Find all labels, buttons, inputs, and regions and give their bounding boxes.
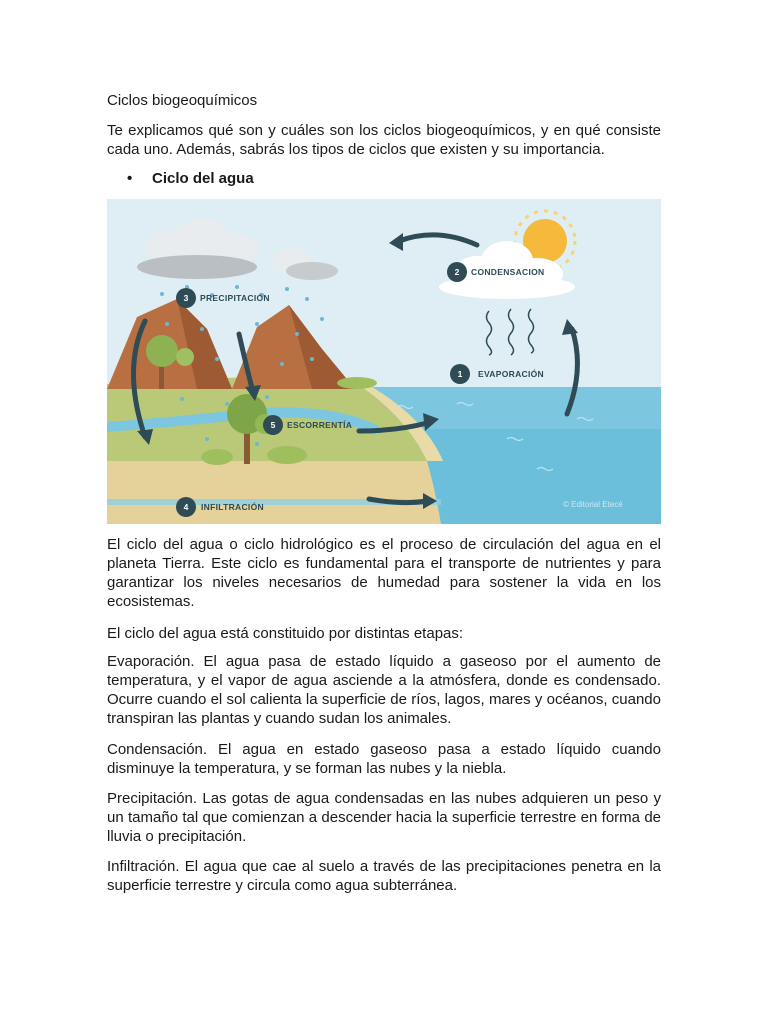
- bush-3: [337, 377, 377, 389]
- svg-text:3: 3: [183, 293, 189, 303]
- bush-2: [267, 446, 307, 464]
- soil-layer: [107, 461, 441, 524]
- paragraph-condensation: Condensación. El agua en estado gaseoso pasa a estado líquido cuando disminuye la temperatura, y se forman las nubes y la niebla.: [107, 741, 661, 777]
- svg-text:ESCORRENTÍA: ESCORRENTÍA: [287, 420, 353, 430]
- svg-text:INFILTRACIÓN: INFILTRACIÓN: [201, 502, 264, 512]
- paragraph-infiltration: Infiltración. El agua que cae al suelo a través de las precipitaciones penetra en la superficie terrestre y circula como agua subterránea.: [107, 858, 661, 894]
- water-cycle-illustration: [107, 199, 661, 524]
- image-credit: © Editorial Etecé: [563, 500, 623, 509]
- paragraph-stages-intro: El ciclo del agua está constituido por distintas etapas:: [107, 625, 464, 642]
- sea-deep: [407, 429, 661, 524]
- paragraph-evaporation: Evaporación. El agua pasa de estado líquido a gaseoso por el aumento de temperatura, y el vapor de agua asciende a la atmósfera, donde es condensado. Ocurre cuando el sol calienta la superficie de ríos, lagos, mares y océanos, cuando transpiran las plantas y cuando sudan los animales.: [107, 653, 661, 727]
- bullet-dot-icon: •: [127, 170, 133, 187]
- intro-paragraph: Te explicamos qué son y cuáles son los ciclos biogeoquímicos, y en qué consiste cada uno. Además, sabrás los tipos de ciclos que existen y su importancia.: [107, 122, 661, 158]
- water-cycle-figure: [107, 199, 661, 524]
- document-title: Ciclos biogeoquímicos: [107, 92, 258, 109]
- bush-1: [201, 449, 233, 465]
- svg-text:2: 2: [454, 267, 460, 277]
- svg-text:4: 4: [183, 502, 189, 512]
- svg-text:PRECIPITACIÓN: PRECIPITACIÓN: [200, 293, 270, 303]
- svg-text:EVAPORACIÓN: EVAPORACIÓN: [478, 369, 544, 379]
- bullet-label: Ciclo del agua: [152, 170, 254, 187]
- paragraph-precipitation: Precipitación. Las gotas de agua condensadas en las nubes adquieren un peso y un tamaño tal que comienzan a descender hacia la superficie terrestre en forma de lluvia o precipitación.: [107, 790, 661, 845]
- svg-text:1: 1: [457, 369, 463, 379]
- svg-text:5: 5: [270, 420, 276, 430]
- svg-text:CONDENSACION: CONDENSACION: [471, 267, 545, 277]
- paragraph-water-cycle: El ciclo del agua o ciclo hidrológico es el proceso de circulación del agua en el planeta Tierra. Este ciclo es fundamental para el transporte de nutrientes y para garantizar los niveles necesarios de humedad para sostener la vida en los ecosistemas.: [107, 536, 661, 610]
